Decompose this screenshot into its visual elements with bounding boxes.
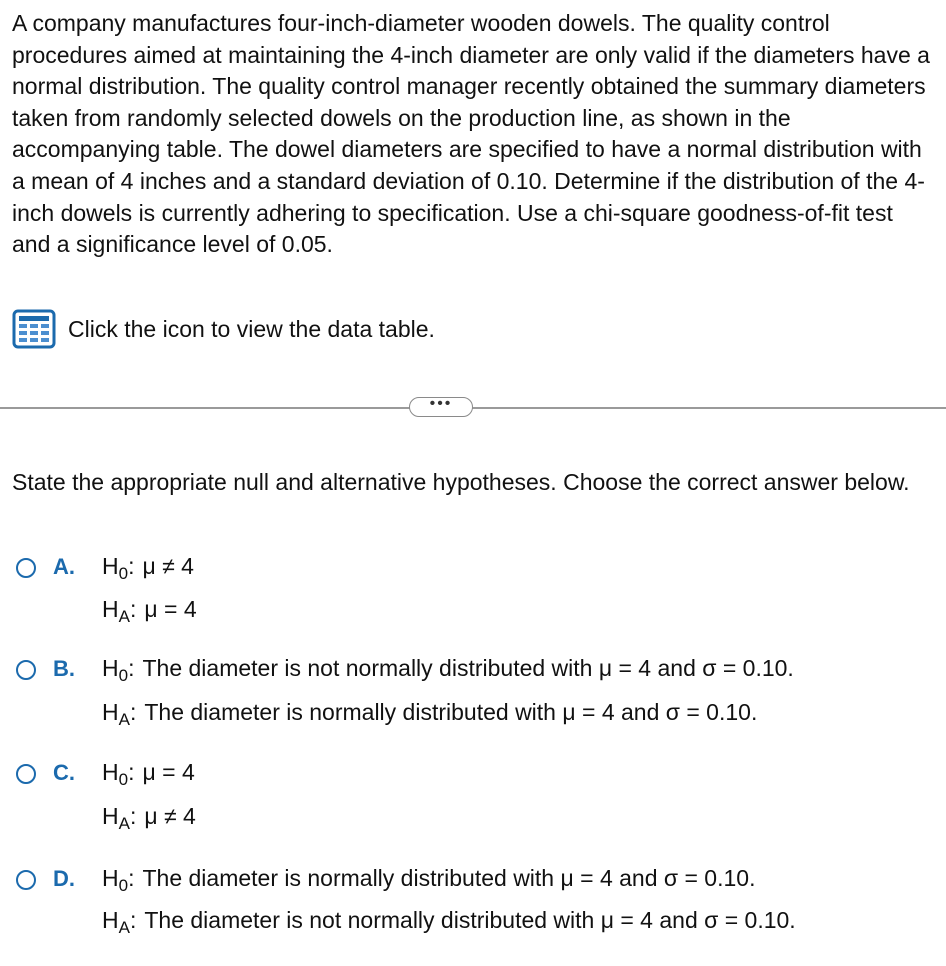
- view-data-table-link[interactable]: [12, 307, 435, 351]
- h-symbol: H: [102, 865, 119, 891]
- h-symbol: H: [102, 907, 119, 933]
- h-subscript: A: [118, 918, 130, 937]
- colon: :: [128, 655, 135, 681]
- h-symbol: H: [102, 699, 119, 725]
- colon: :: [128, 553, 135, 579]
- h-subscript: 0: [118, 564, 129, 583]
- answer-option-b[interactable]: [0, 652, 946, 742]
- alternative-hypothesis-text: The diameter is normally distributed with μ = 4 and σ = 0.10.: [144, 699, 758, 725]
- option-letter: A.: [53, 554, 75, 579]
- answer-option-a[interactable]: [0, 548, 946, 638]
- section-divider: [0, 407, 946, 409]
- alternative-hypothesis: [102, 803, 196, 833]
- alternative-hypothesis-text: The diameter is not normally distributed with μ = 4 and σ = 0.10.: [144, 907, 796, 933]
- h-symbol: H: [102, 596, 119, 622]
- null-hypothesis-text: μ = 4: [142, 759, 195, 785]
- null-hypothesis: [102, 865, 756, 895]
- alternative-hypothesis-text: μ = 4: [144, 596, 197, 622]
- radio-button-a[interactable]: [16, 558, 36, 578]
- h-symbol: H: [102, 759, 119, 785]
- h-symbol: H: [102, 803, 119, 829]
- h-subscript: 0: [118, 770, 129, 789]
- ellipsis-icon: •••: [429, 395, 453, 412]
- option-letter: D.: [53, 866, 75, 891]
- colon: :: [129, 907, 137, 933]
- h-symbol: H: [102, 655, 119, 681]
- h-subscript: 0: [118, 666, 129, 685]
- radio-button-b[interactable]: [16, 660, 36, 680]
- h-subscript: A: [118, 607, 130, 626]
- question-prompt: State the appropriate null and alternative hypotheses. Choose the correct answer below.: [12, 469, 910, 495]
- colon: :: [129, 596, 137, 622]
- option-letter: B.: [53, 656, 75, 681]
- answer-option-d[interactable]: [0, 862, 946, 952]
- colon: :: [128, 865, 135, 891]
- h-subscript: 0: [118, 876, 129, 895]
- colon: :: [129, 803, 137, 829]
- view-data-table-label[interactable]: Click the icon to view the data table.: [68, 315, 435, 342]
- null-hypothesis: [102, 655, 794, 685]
- null-hypothesis: [102, 553, 194, 583]
- alternative-hypothesis: [102, 699, 758, 729]
- colon: :: [129, 699, 137, 725]
- h-symbol: H: [102, 553, 119, 579]
- h-subscript: A: [118, 814, 130, 833]
- null-hypothesis-text: The diameter is not normally distributed with μ = 4 and σ = 0.10.: [142, 655, 794, 681]
- alternative-hypothesis-text: μ ≠ 4: [144, 803, 196, 829]
- alternative-hypothesis: [102, 596, 197, 626]
- null-hypothesis: [102, 759, 195, 789]
- problem-statement: A company manufactures four-inch-diameter wooden dowels. The quality control procedures aimed at maintaining the 4-inch diameter are only valid if the diameters have a normal distribution. The quality control manager recently obtained the summary diameters taken from randomly selected dowels on the production line, as shown in the accompanying table. The dowel diameters are specified to have a normal distribution with a mean of 4 inches and a standard deviation of 0.10. Determine if the distribution of the 4-inch dowels is currently adhering to specification. Use a chi-square goodness-of-fit test and a significance level of 0.05.: [12, 10, 930, 258]
- alternative-hypothesis: [102, 907, 796, 937]
- null-hypothesis-text: μ ≠ 4: [142, 553, 194, 579]
- answer-option-c[interactable]: [0, 756, 946, 846]
- null-hypothesis-text: The diameter is normally distributed with μ = 4 and σ = 0.10.: [142, 865, 756, 891]
- expand-button[interactable]: [409, 397, 473, 417]
- colon: :: [128, 759, 135, 785]
- radio-button-c[interactable]: [16, 764, 36, 784]
- radio-button-d[interactable]: [16, 870, 36, 890]
- h-subscript: A: [118, 710, 130, 729]
- option-letter: C.: [53, 760, 75, 785]
- table-icon[interactable]: [12, 309, 56, 349]
